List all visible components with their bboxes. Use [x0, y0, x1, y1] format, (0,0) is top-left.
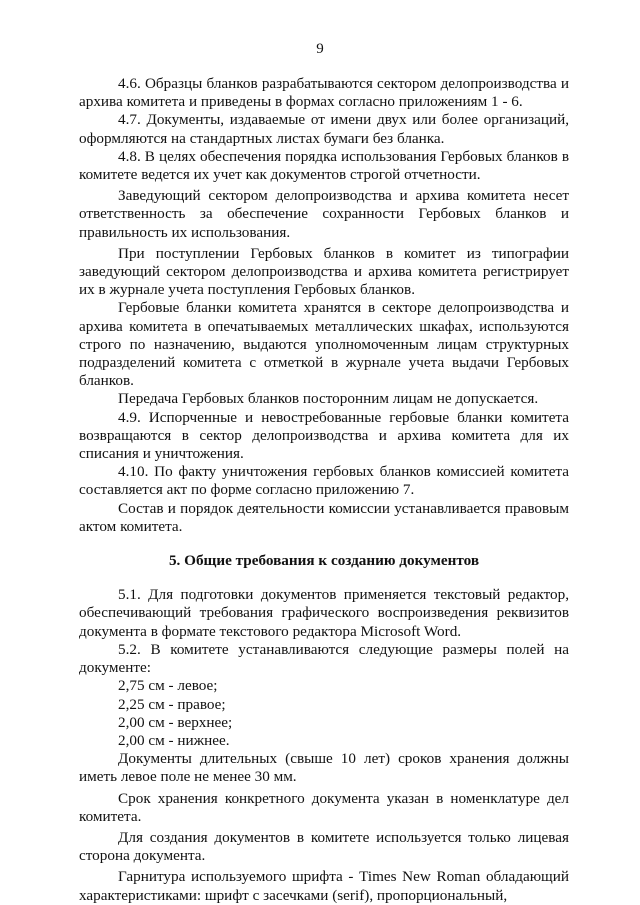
paragraph-long-term: Документы длительных (свыше 10 лет) сроков хранения должны иметь левое поле не менее 30 мм.	[79, 750, 569, 786]
page-number: 9	[316, 41, 324, 57]
paragraph-4-9: 4.9. Испорченные и невостребованные гербовые бланки комитета возвращаются в сектор делопроизводства и архива комитета для их списания и уничтожения.	[79, 408, 569, 463]
paragraph-retention: Срок хранения конкретного документа указан в номенклатуре дел комитета.	[79, 789, 569, 825]
paragraph-receipt: При поступлении Гербовых бланков в комитет из типографии заведующий сектором делопроизводства и архива комитета регистрирует их в журнале учета поступления Гербовых бланков.	[79, 244, 569, 299]
list-item: 2,00 см - нижнее.	[118, 731, 230, 749]
paragraph-font: Гарнитура используемого шрифта - Times New Roman обладающий характеристиками: шрифт с засечками (serif), пропорциональный,	[79, 868, 569, 904]
paragraph-4-10: 4.10. По факту уничтожения гербовых бланков комиссией комитета составляется акт по форме согласно приложению 7.	[79, 463, 569, 499]
document-body	[79, 75, 569, 905]
section-heading: 5. Общие требования к созданию документов	[168, 552, 480, 570]
paragraph-5-2: 5.2. В комитете устанавливаются следующие размеры полей на документе:	[79, 640, 569, 677]
paragraph-4-8: 4.8. В целях обеспечения порядка использования Гербовых бланков в комитете ведется их учет как документов строгой отчетности.	[79, 147, 569, 184]
paragraph-front-side: Для создания документов в комитете используется только лицевая сторона документа.	[79, 828, 569, 865]
list-item: 2,00 см - верхнее;	[118, 713, 233, 731]
paragraph-commission: Состав и порядок деятельности комиссии устанавливается правовым актом комитета.	[79, 499, 569, 535]
paragraph-4-6: 4.6. Образцы бланков разрабатываются сектором делопроизводства и архива комитета и приведены в формах согласно приложениям 1 - 6.	[79, 75, 569, 111]
list-item: 2,25 см - правое;	[118, 695, 226, 713]
paragraph-responsibility: Заведующий сектором делопроизводства и архива комитета несет ответственность за обеспечение сохранности Гербовых бланков и правильность их использования.	[79, 187, 569, 241]
list-item: 2,75 см - левое;	[118, 677, 218, 695]
paragraph-transfer: Передача Гербовых бланков посторонним лицам не допускается.	[118, 390, 539, 408]
paragraph-storage: Гербовые бланки комитета хранятся в секторе делопроизводства и архива комитета в опечатываемых металлических шкафах, используются строго по назначению, выдаются уполномоченным лицам структурных подразделений комитета с отметкой в журнале учета выдачи Гербовых бланков.	[79, 299, 569, 390]
paragraph-4-7: 4.7. Документы, издаваемые от имени двух или более организаций, оформляются на стандартных листах бумаги без бланка.	[79, 111, 569, 147]
paragraph-5-1: 5.1. Для подготовки документов применяется текстовый редактор, обеспечивающий требования графического воспроизведения реквизитов документа в формате текстового редактора Microsoft Word.	[79, 586, 569, 640]
